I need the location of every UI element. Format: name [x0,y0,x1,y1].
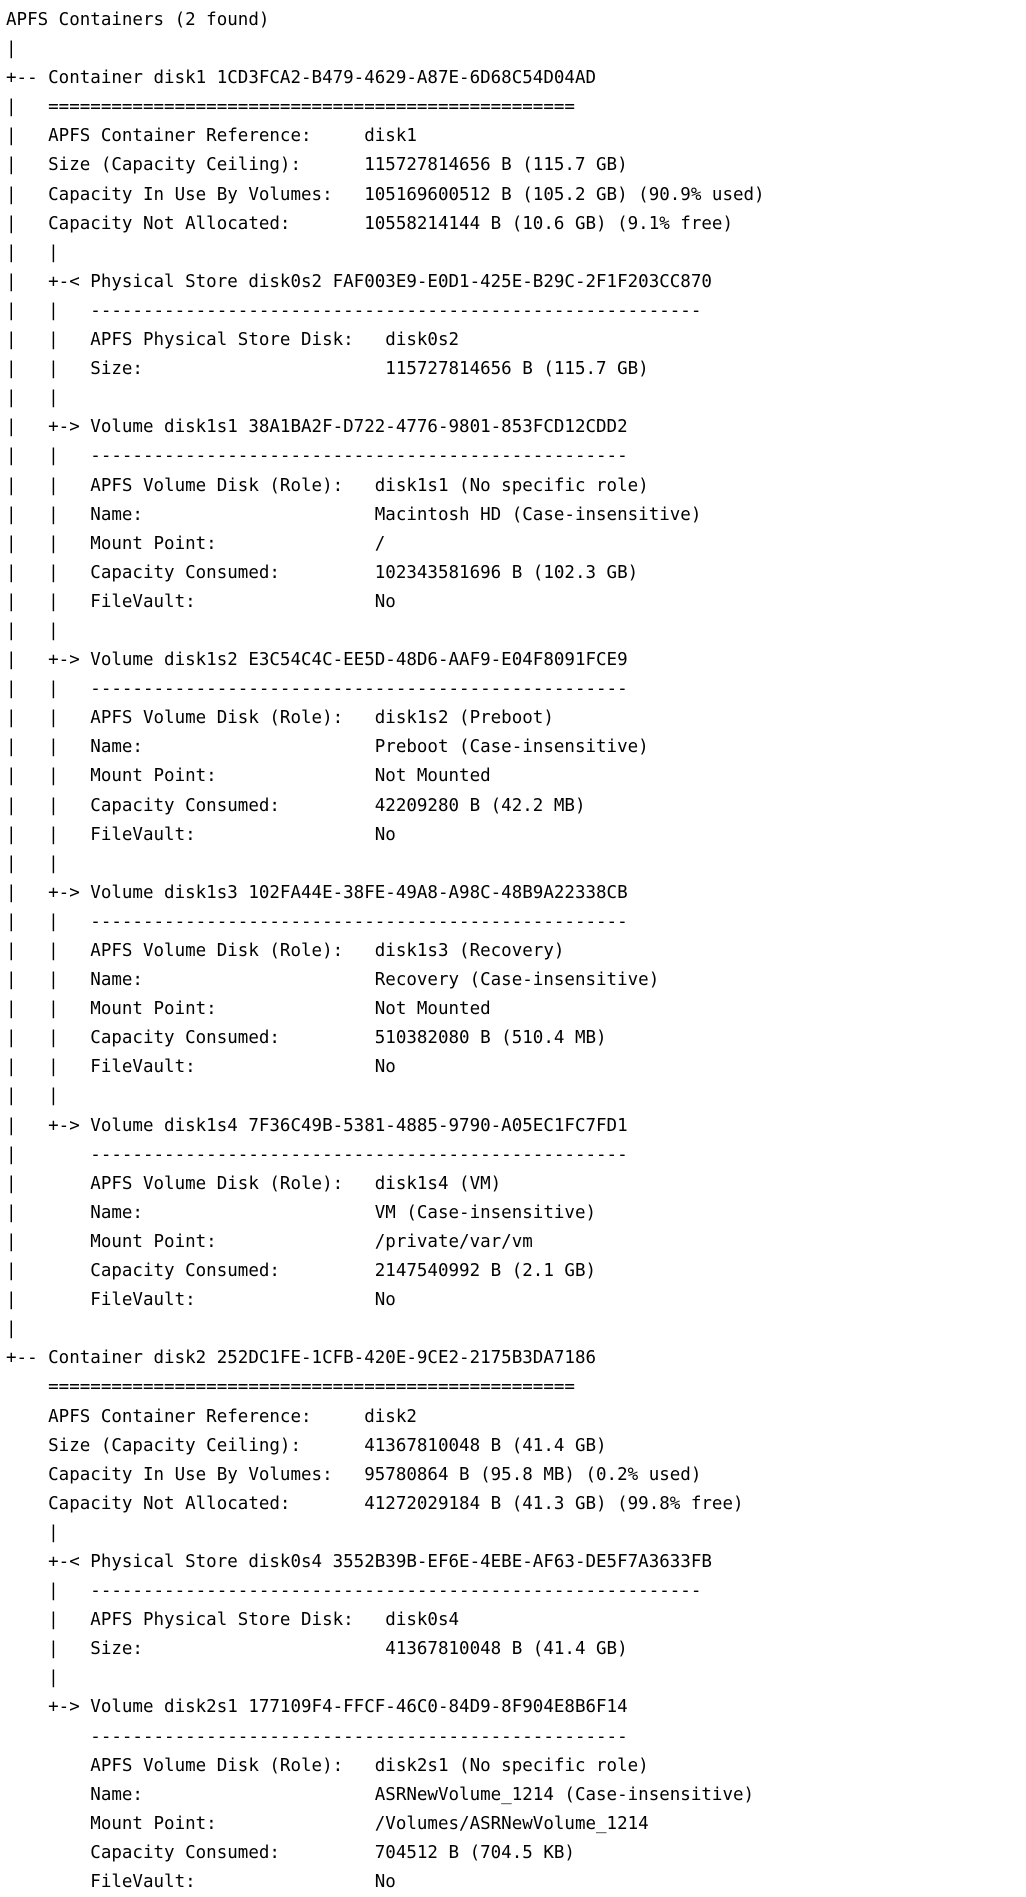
terminal-line: | | [6,388,59,409]
terminal-line: Capacity Consumed: 704512 B (704.5 KB) [6,1842,575,1863]
terminal-line: APFS Containers (2 found) [6,10,270,30]
terminal-line: | +-> Volume disk1s1 38A1BA2F-D722-4776-9801-853FCD12CDD2 [6,417,628,438]
terminal-line: +-- Container disk1 1CD3FCA2-B479-4629-A87E-6D68C54D04AD [6,68,597,89]
terminal-line: | | Size: 115727814656 B (115.7 GB) [6,359,649,380]
terminal-line: Capacity In Use By Volumes: 95780864 B (95.8 MB) (0.2% used) [6,1464,702,1485]
terminal-line: | | [6,620,59,641]
terminal-line: | | Name: Preboot (Case-insensitive) [6,737,649,758]
terminal-line: | Name: VM (Case-insensitive) [6,1202,597,1223]
terminal-line: Size (Capacity Ceiling): 41367810048 B (41.4 GB) [6,1435,607,1456]
terminal-line: | | Mount Point: Not Mounted [6,766,491,787]
terminal-line: | [6,39,17,60]
terminal-line: | +-> Volume disk1s3 102FA44E-38FE-49A8-A98C-48B9A22338CB [6,882,628,903]
terminal-line: --------------------------------------------------- [6,1726,628,1747]
terminal-line: | | --------------------------------------------------- [6,679,628,700]
terminal-line: | | APFS Volume Disk (Role): disk1s3 (Recovery) [6,941,565,961]
terminal-line: | [6,1319,17,1340]
terminal-line: | +-< Physical Store disk0s2 FAF003E9-E0D1-425E-B29C-2F1F203CC870 [6,271,712,292]
terminal-line: | Capacity Consumed: 2147540992 B (2.1 GB) [6,1261,597,1282]
terminal-line: APFS Container Reference: disk2 [6,1406,417,1427]
terminal-line: | APFS Container Reference: disk1 [6,126,417,147]
terminal-line: | | Mount Point: / [6,533,386,554]
terminal-line: | | FileVault: No [6,824,396,845]
terminal-line: | APFS Volume Disk (Role): disk1s4 (VM) [6,1173,502,1194]
terminal-line: | | [6,242,59,263]
terminal-line: | Size (Capacity Ceiling): 115727814656 B (115.7 GB) [6,155,628,176]
terminal-line: | | --------------------------------------------------- [6,446,628,467]
terminal-line: | [6,1668,59,1689]
terminal-line: | | Mount Point: Not Mounted [6,999,491,1020]
terminal-line: | FileVault: No [6,1290,396,1311]
terminal-line: | --------------------------------------------------- [6,1144,628,1165]
terminal-line: | ================================================== [6,97,575,118]
terminal-line: | | FileVault: No [6,1057,396,1078]
terminal-line: | | Name: Macintosh HD (Case-insensitive) [6,504,702,525]
terminal-line: | | Name: Recovery (Case-insensitive) [6,970,660,991]
terminal-line: ================================================== [6,1377,575,1398]
terminal-line: | | --------------------------------------------------- [6,911,628,932]
terminal-line: | [6,1522,59,1543]
terminal-line: | ---------------------------------------------------------- [6,1581,702,1602]
terminal-line: FileVault: No [6,1872,396,1892]
terminal-line: | | [6,853,59,874]
terminal-line: | | ---------------------------------------------------------- [6,300,702,321]
terminal-line: | | APFS Physical Store Disk: disk0s2 [6,330,460,351]
terminal-line: | | Capacity Consumed: 510382080 B (510.4 MB) [6,1028,607,1049]
terminal-line: | Size: 41367810048 B (41.4 GB) [6,1639,628,1660]
terminal-line: APFS Volume Disk (Role): disk2s1 (No specific role) [6,1755,649,1776]
terminal-line: | | Capacity Consumed: 42209280 B (42.2 MB) [6,795,586,816]
terminal-line: +-> Volume disk2s1 177109F4-FFCF-46C0-84D9-8F904E8B6F14 [6,1697,628,1718]
terminal-line: | +-> Volume disk1s4 7F36C49B-5381-4885-9790-A05EC1FC7FD1 [6,1115,628,1136]
terminal-line: | +-> Volume disk1s2 E3C54C4C-EE5D-48D6-AAF9-E04F8091FCE9 [6,650,628,671]
terminal-line: | Mount Point: /private/var/vm [6,1231,533,1252]
terminal-line: | Capacity In Use By Volumes: 105169600512 B (105.2 GB) (90.9% used) [6,184,765,205]
terminal-line: Name: ASRNewVolume_1214 (Case-insensitive) [6,1784,755,1805]
terminal-line: +-- Container disk2 252DC1FE-1CFB-420E-9CE2-2175B3DA7186 [6,1348,597,1369]
terminal-line: | | APFS Volume Disk (Role): disk1s2 (Preboot) [6,708,554,729]
terminal-line: Mount Point: /Volumes/ASRNewVolume_1214 [6,1813,649,1834]
terminal-line: | Capacity Not Allocated: 10558214144 B (10.6 GB) (9.1% free) [6,213,733,234]
terminal-line: | | FileVault: No [6,591,396,612]
terminal-line: Capacity Not Allocated: 41272029184 B (41.3 GB) (99.8% free) [6,1493,744,1514]
terminal-line: | | [6,1086,59,1107]
terminal-line: | | Capacity Consumed: 102343581696 B (102.3 GB) [6,562,639,583]
terminal-line: +-< Physical Store disk0s4 3552B39B-EF6E-4EBE-AF63-DE5F7A3633FB [6,1551,712,1572]
terminal-line: | | APFS Volume Disk (Role): disk1s1 (No specific role) [6,475,649,496]
terminal-line: | APFS Physical Store Disk: disk0s4 [6,1610,460,1631]
